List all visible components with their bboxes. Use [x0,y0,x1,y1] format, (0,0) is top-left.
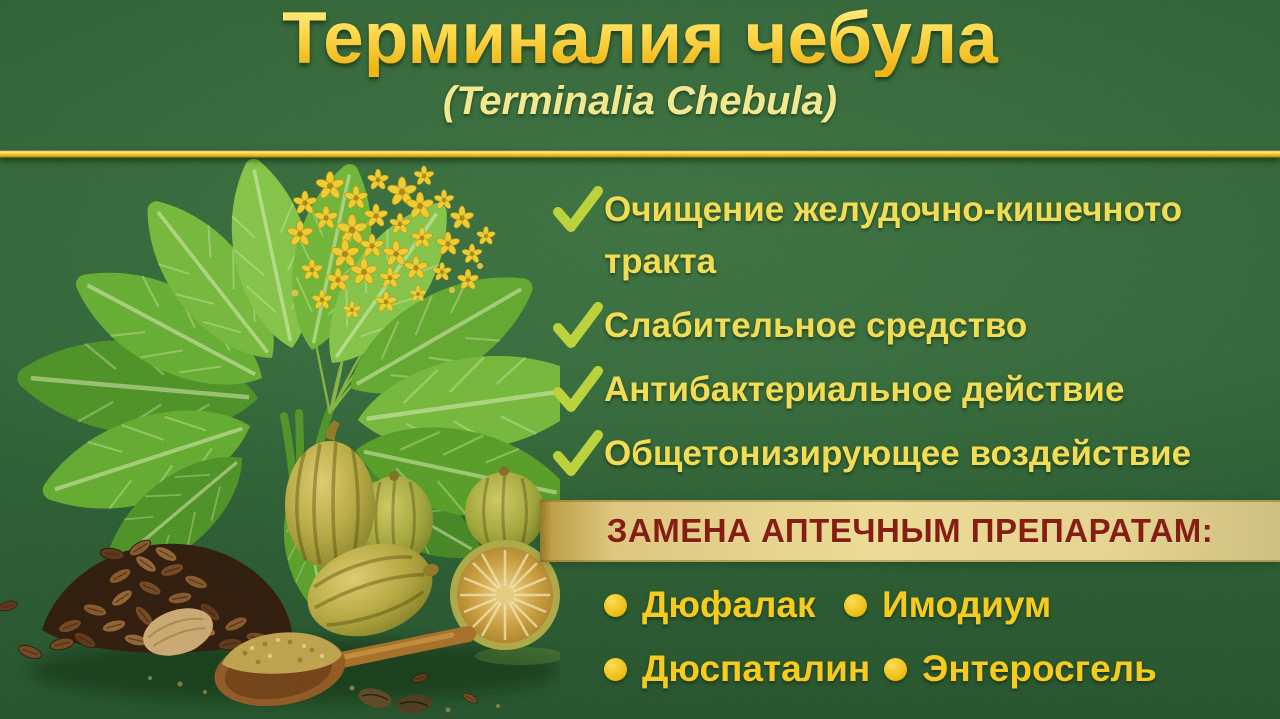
benefit-label: Слабительное средство [604,306,1028,345]
plant-illustration [0,158,560,719]
gold-divider [0,150,1280,158]
benefit-label: Антибактериальное действие [604,370,1125,409]
bullet-icon [844,594,867,617]
replacement-heading: ЗАМЕНА АПТЕЧНЫМ ПРЕПАРАТАМ: [606,512,1214,549]
header [0,0,1280,124]
check-icon [552,301,604,351]
benefit-item [552,364,1252,416]
drug-label: Дюспаталин [642,648,871,689]
bullet-icon [884,658,907,681]
drug-item [604,648,870,690]
replacement-banner [540,500,1280,562]
benefit-label: Очищение желудочно-кишечното тракта [604,190,1183,281]
drug-item [604,584,816,626]
benefit-item [552,428,1252,480]
check-icon [552,429,604,479]
benefits-list [552,184,1252,492]
drug-item [844,584,1051,626]
benefit-item [552,184,1252,288]
drug-item [884,648,1157,690]
check-icon [552,185,604,235]
latin-subtitle: (Terminalia Chebula) [442,79,838,124]
benefit-item [552,300,1252,352]
drug-label: Дюфалак [642,584,816,625]
bullet-icon [604,594,627,617]
drug-label: Имодиум [882,584,1052,625]
bullet-icon [604,658,627,681]
drug-label: Энтеросгель [922,648,1157,689]
benefit-label: Общетонизирующее воздействие [604,434,1192,473]
page-title: Терминалия чебула [0,0,1280,77]
check-icon [552,365,604,415]
